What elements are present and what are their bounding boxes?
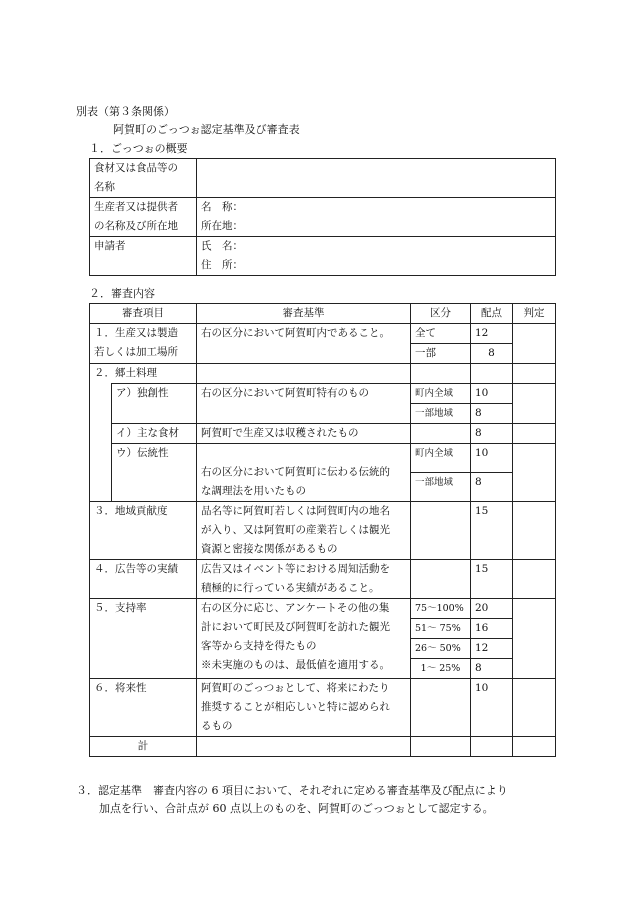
criteria-line: 積極的に行っている実績があること。 [201,582,380,594]
field-label-name: 氏 名： [201,240,243,252]
item-cell: ５．支持率 [90,599,197,679]
certification-criteria-line1: ３．認定基準 審査内容の 6 項目において、それぞれに定める審査基準及び配点により [76,784,508,797]
points-cell: 10 [471,444,513,472]
criteria-cell [197,444,411,502]
field-label-address: 所在地： [201,220,243,232]
criteria-cell: 阿賀町で生産又は収穫されたもの [197,424,411,444]
table-row [90,502,556,560]
points-cell: 10 [471,679,513,737]
appendix-label: 別表（第３条関係） [76,105,175,118]
judgment-cell[interactable] [513,560,556,599]
division-cell [411,560,471,599]
judgment-cell[interactable] [513,364,556,384]
item-cell: ４．広告等の実績 [90,560,197,599]
division-cell: 町内全域 [411,444,471,472]
table-row [90,364,556,384]
criteria-cell [197,502,411,560]
header-item: 審査項目 [90,304,197,324]
judgment-cell[interactable] [513,444,556,502]
criteria-line: 阿賀町のごっつぉとして、将来にわたり [201,682,390,694]
table-row [90,560,556,599]
criteria-line: 広告又はイベント等における周知活動を [201,563,390,575]
table-row [90,198,556,237]
section2-heading: ２．審査内容 [89,287,155,300]
criteria-line: るもの [201,720,233,732]
criteria-cell [197,364,411,384]
item-cell: ６．将来性 [90,679,197,737]
total-label: 計 [90,737,197,757]
scoring-table [89,303,556,757]
criteria-line: 推奨することが相応しいと特に認められ [201,701,390,713]
points-cell: 12 [471,324,513,344]
item-cell: ３．地域貢献度 [90,502,197,560]
total-row [90,737,556,757]
criteria-line: 客等から支持を得たもの [201,640,317,652]
division-cell: 町内全域 [411,384,471,404]
table-cell [90,159,197,198]
criteria-line: 資源と密接な関係があるもの [201,543,338,555]
row-label: 名称 [94,181,115,193]
header-criteria: 審査基準 [197,304,411,324]
points-cell: 8 [471,659,513,679]
table-row [90,384,556,404]
field-label-name: 名 称： [201,201,243,213]
division-cell: 全て [411,324,471,344]
judgment-cell[interactable] [513,599,556,679]
judgment-cell[interactable] [513,502,556,560]
points-cell: 16 [471,619,513,639]
points-cell: 15 [471,502,513,560]
criteria-cell: 右の区分において阿賀町内であること。 [197,324,411,364]
points-cell: 12 [471,639,513,659]
table-cell [90,198,197,237]
points-cell [471,364,513,384]
page-title: 阿賀町のごっつぉ認定基準及び審査表 [113,123,300,136]
header-row [90,304,556,324]
division-cell [411,679,471,737]
table-row [90,679,556,737]
criteria-cell: 右の区分において阿賀町特有のもの [197,384,411,424]
table-row [90,324,556,344]
applicant-field[interactable] [197,237,556,276]
table-row [90,599,556,619]
criteria-line: 品名等に阿賀町若しくは阿賀町内の地名 [201,505,390,517]
judgment-cell[interactable] [513,737,556,757]
item-cell: イ）主な食材 [112,424,197,444]
row-label: 生産者又は提供者 [94,201,178,213]
criteria-line: 計において町民及び阿賀町を訪れた観光 [201,621,390,633]
criteria-line [201,444,406,463]
producer-field[interactable] [197,198,556,237]
item-cell: ２．郷土料理 [90,364,197,384]
criteria-cell [197,599,411,679]
judgment-cell[interactable] [513,679,556,737]
food-name-field[interactable] [197,159,556,198]
judgment-cell[interactable] [513,424,556,444]
row-label: 申請者 [94,240,126,252]
division-cell: 75〜100% [411,599,471,619]
section1-heading: １．ごっつぉの概要 [89,142,188,155]
criteria-cell [197,679,411,737]
division-cell: 一部地域 [411,404,471,424]
points-cell: 8 [471,404,513,424]
division-cell: 1〜 25% [411,659,471,679]
item-label: １．生産又は製造 [94,327,178,339]
header-division: 区分 [411,304,471,324]
division-cell [411,502,471,560]
judgment-cell[interactable] [513,384,556,424]
field-label-address: 住 所： [201,259,243,271]
division-cell: 一部地域 [411,472,471,501]
criteria-line: 右の区分において阿賀町に伝わる伝統的 [201,466,390,478]
points-cell: 15 [471,560,513,599]
header-points: 配点 [471,304,513,324]
division-cell: 26〜 50% [411,639,471,659]
certification-criteria-line2: 加点を行い、合計点が 60 点以上のものを、阿賀町のごっつぉとして認定する。 [99,802,494,815]
item-cell [90,324,197,364]
table-row [90,237,556,276]
criteria-cell [197,560,411,599]
item-cell: ウ）伝統性 [112,444,197,502]
criteria-line: な調理法を用いたもの [201,485,306,497]
points-cell: 8 [471,344,513,364]
criteria-line: 右の区分に応じ、アンケートその他の集 [201,602,390,614]
criteria-line: が入り、又は阿賀町の産業若しくは観光 [201,524,390,536]
table-row [90,159,556,198]
overview-table [89,158,556,276]
points-cell: 8 [471,472,513,501]
division-cell [411,364,471,384]
division-cell [411,737,471,757]
table-cell [90,237,197,276]
row-label: 食材又は食品等の [94,162,178,174]
division-cell: 51〜 75% [411,619,471,639]
points-cell: 8 [471,424,513,444]
division-cell: 一部 [411,344,471,364]
points-cell: 20 [471,599,513,619]
item-label: 若しくは加工場所 [94,346,178,358]
division-cell [411,424,471,444]
row-label: の名称及び所在地 [94,220,178,232]
indent-cell [90,384,112,502]
judgment-cell[interactable] [513,324,556,364]
item-cell: ア）独創性 [112,384,197,424]
points-cell: 10 [471,384,513,404]
total-points-cell[interactable] [471,737,513,757]
criteria-cell [197,737,411,757]
criteria-line: ※未実施のものは、最低値を適用する。 [201,659,390,671]
header-judgment: 判定 [513,304,556,324]
